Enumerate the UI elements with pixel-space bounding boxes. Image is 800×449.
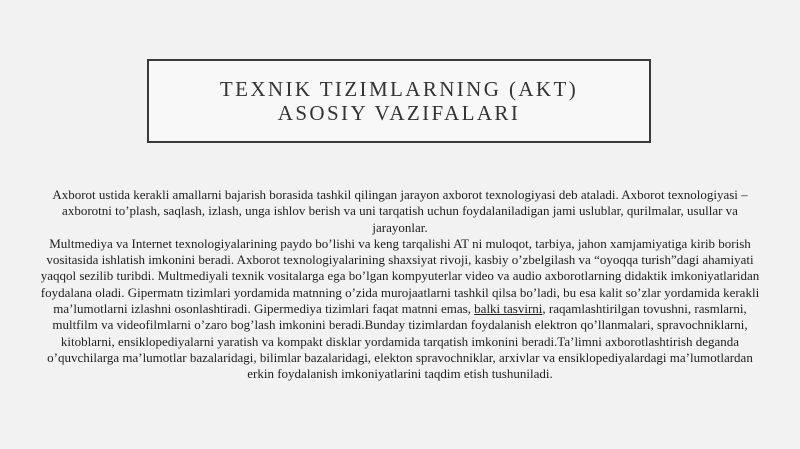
underlined-phrase: balki tasvirni	[474, 301, 543, 317]
paragraph-1: Axborot ustida kerakli amallarni bajarish borasida tashkil qilingan jarayon axborot texnologiyasi deb ataladi. Axborot texnologiyasi – axborotni to’plash, saqlash, izlash, unga ishlov berish va uni tarqatish uchun foydalaniladigan jami uslublar, qurilmalar, usullar va jarayonlar.	[52, 187, 748, 235]
title-box	[147, 59, 651, 143]
paragraph-2-part-a: Multmediya va Internet texnologiyalarining paydo bo’lishi va keng tarqalishi AT ni muloqot, tarbiya, jahon xamjamiyatiga kirib borish vositasida ishlatish imkonini beradi. Axborot texnologiyalarining shaxsiyat rivoji, kasbiy o’zbelgilash va “oyoqqa turish”dagi ahamiyati yaqqol sezilib turibdi. Multmediyali texnik vositalarga ega bo’lgan kompyuterlar video va audio axborotlarning didaktik imkoniyatlaridan foydalana oladi. Gipermatn tizimlari yordamida matnning o’zida murojaatlarni tashkil qilsa bo’ladi, bu esa kalit so’zlar yordamida kerakli ma’lumotlarni izlashni osonlashtiradi. Gipermediya tizimlari faqat matnni emas,	[40, 235, 760, 317]
paragraph-2	[40, 236, 760, 383]
slide-title-line-2: ASOSIY VAZIFALARI	[277, 101, 521, 125]
paragraph-2-part-b: , raqamlashtirilgan tovushni, rasmlarni, multfilm va videofilmlarni o’zaro bog’lash imkonini beradi.Bunday tizimlardan foydalanish elektron qo’llanmalari, spravochniklarni, kitoblarni, ensiklopediyalarni yaratish va kompakt disklar yordamida tarqatish imkonini beradi.Ta’limni axborotlashtirish deganda o’quvchilarga ma’lumotlar bazalaridagi, bilimlar bazalaridagi, elekton spravochniklar, arxivlar va ensiklopediyalardagi ma’lumotlardan erkin foydalanish imkoniyatlarini taqdim etish tushuniladi.	[47, 301, 753, 382]
slide-title-line-1: TEXNIK TIZIMLARNING (AKT)	[219, 77, 579, 101]
slide-body	[40, 187, 760, 383]
